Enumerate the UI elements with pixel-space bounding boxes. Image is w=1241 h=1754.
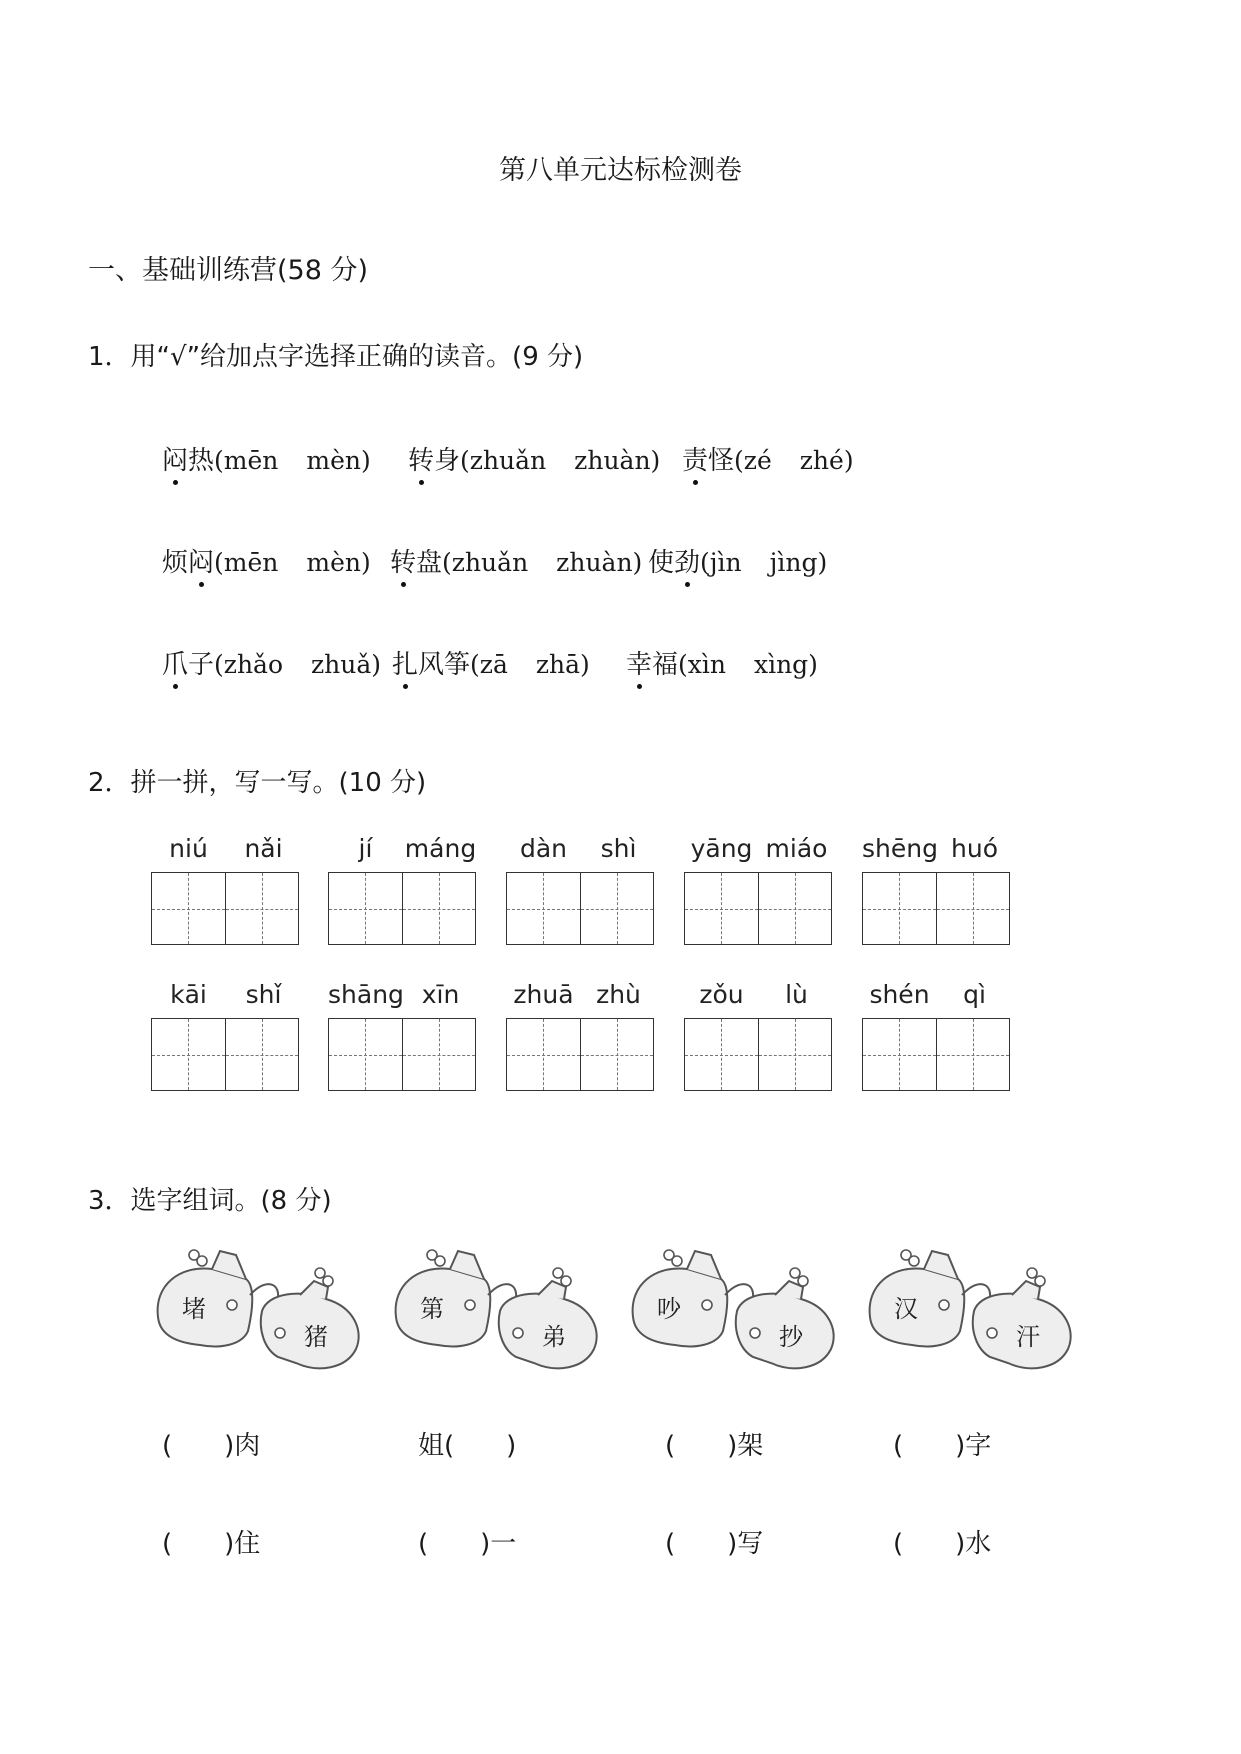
tianzige-grid[interactable] — [328, 872, 476, 945]
writing-cell[interactable] — [402, 1019, 476, 1090]
writing-cell[interactable] — [758, 873, 832, 944]
dotted-hanzi: 转 — [390, 548, 417, 578]
pinyin-choice-item — [626, 644, 818, 681]
tianzige-grid[interactable] — [862, 1018, 1010, 1091]
pinyin-label: shēng — [862, 834, 938, 863]
fill-in-blank[interactable]: ( )水 — [893, 1529, 992, 1559]
writing-cell[interactable] — [580, 1019, 654, 1090]
hanzi: 烦 — [162, 548, 189, 578]
choice-char: 弟 — [542, 1323, 566, 1351]
tianzige-grid[interactable] — [684, 872, 832, 945]
writing-cell[interactable] — [936, 1019, 1010, 1090]
choice-char: 吵 — [657, 1295, 681, 1323]
pinyin-option[interactable]: (jìn — [700, 548, 742, 577]
pinyin-option[interactable]: zhuǎ) — [311, 650, 382, 679]
pinyin-label: huó — [951, 834, 998, 863]
pinyin-label: zhuā — [513, 980, 574, 1009]
pinyin-option[interactable]: (mēn — [214, 548, 279, 577]
tianzige-grid[interactable] — [506, 1018, 654, 1091]
pinyin-option[interactable]: mèn) — [306, 446, 371, 475]
pinyin-label: shì — [600, 834, 637, 863]
mitten-pair-illustration — [862, 1245, 1082, 1375]
writing-cell[interactable] — [329, 873, 402, 944]
pinyin-choice-item — [648, 542, 827, 579]
pinyin-label: lù — [785, 980, 808, 1009]
pinyin-option[interactable]: zhé) — [799, 446, 854, 475]
pinyin-label: shén — [869, 980, 930, 1009]
pinyin-option[interactable]: xìng) — [753, 650, 818, 679]
hanzi: 热 — [188, 446, 215, 476]
dotted-hanzi: 爪 — [162, 650, 189, 680]
fill-in-blank[interactable]: ( )架 — [665, 1431, 764, 1461]
writing-cell[interactable] — [225, 873, 299, 944]
question-1-label: 1．用“√”给加点字选择正确的读音。(9 分) — [88, 342, 584, 372]
pinyin-option[interactable]: (xìn — [678, 650, 726, 679]
choice-char: 堵 — [182, 1295, 206, 1323]
question-3-label: 3．选字组词。(8 分) — [88, 1186, 332, 1216]
pinyin-choice-item — [162, 542, 371, 579]
writing-cell[interactable] — [402, 873, 476, 944]
pinyin-label: xīn — [421, 980, 460, 1009]
pinyin-option[interactable]: (zhuǎn — [442, 548, 529, 577]
pinyin-option[interactable]: (zhǎo — [214, 650, 284, 679]
writing-cell[interactable] — [863, 1019, 936, 1090]
pinyin-label: shāng — [328, 980, 404, 1009]
choice-char: 汗 — [1016, 1323, 1040, 1351]
hanzi: 风筝 — [418, 650, 471, 680]
pinyin-option[interactable]: zhuàn) — [556, 548, 643, 577]
fill-in-blank[interactable]: ( )一 — [418, 1529, 517, 1559]
hanzi: 怪 — [708, 446, 735, 476]
writing-cell[interactable] — [225, 1019, 299, 1090]
tianzige-grid[interactable] — [506, 872, 654, 945]
pinyin-option[interactable]: (zā — [470, 650, 508, 679]
tianzige-grid[interactable] — [328, 1018, 476, 1091]
pinyin-label: shǐ — [245, 980, 282, 1009]
pinyin-option[interactable]: (zhuǎn — [460, 446, 547, 475]
pinyin-label: zhù — [596, 980, 641, 1009]
hanzi: 福 — [652, 650, 679, 680]
fill-in-blank[interactable]: 姐( ) — [418, 1431, 517, 1461]
choice-char: 猪 — [304, 1323, 328, 1351]
writing-cell[interactable] — [580, 873, 654, 944]
pinyin-label: niú — [169, 834, 208, 863]
tianzige-grid[interactable] — [151, 872, 299, 945]
tianzige-grid[interactable] — [151, 1018, 299, 1091]
mitten-pair-illustration — [388, 1245, 608, 1375]
pinyin-option[interactable]: (mēn — [214, 446, 279, 475]
dotted-hanzi: 扎 — [392, 650, 419, 680]
dotted-hanzi: 闷 — [162, 446, 189, 476]
writing-cell[interactable] — [936, 873, 1010, 944]
pinyin-option[interactable]: mèn) — [306, 548, 371, 577]
dotted-hanzi: 闷 — [188, 548, 215, 578]
pinyin-choice-item — [162, 440, 371, 477]
pinyin-label: zǒu — [699, 980, 744, 1009]
hanzi: 子 — [188, 650, 215, 680]
pinyin-choice-item — [390, 542, 642, 579]
choice-char: 抄 — [779, 1323, 803, 1351]
pinyin-option[interactable]: (zé — [734, 446, 772, 475]
pinyin-label: nǎi — [244, 834, 283, 863]
pinyin-label: máng — [404, 834, 477, 863]
pinyin-label: qì — [963, 980, 986, 1009]
writing-cell[interactable] — [758, 1019, 832, 1090]
tianzige-grid[interactable] — [862, 872, 1010, 945]
pinyin-label: miáo — [765, 834, 828, 863]
writing-cell[interactable] — [507, 873, 580, 944]
mitten-pair-illustration — [625, 1245, 845, 1375]
hanzi: 身 — [434, 446, 461, 476]
writing-cell[interactable] — [685, 1019, 758, 1090]
writing-cell[interactable] — [507, 1019, 580, 1090]
section-heading: 一、基础训练营(58 分) — [88, 255, 369, 286]
pinyin-option[interactable]: jìng) — [769, 548, 828, 577]
pinyin-label: dàn — [519, 834, 568, 863]
tianzige-grid[interactable] — [684, 1018, 832, 1091]
pinyin-option[interactable]: zhā) — [535, 650, 590, 679]
dotted-hanzi: 转 — [408, 446, 435, 476]
fill-in-blank[interactable]: ( )写 — [665, 1529, 764, 1559]
pinyin-label: kāi — [170, 980, 207, 1009]
writing-cell[interactable] — [329, 1019, 402, 1090]
page-title: 第八单元达标检测卷 — [499, 155, 742, 186]
pinyin-label: yāng — [690, 834, 753, 863]
fill-in-blank[interactable]: ( )字 — [893, 1431, 992, 1461]
fill-in-blank[interactable]: ( )肉 — [162, 1431, 261, 1461]
mitten-pair-illustration — [150, 1245, 370, 1375]
hanzi: 盘 — [416, 548, 443, 578]
pinyin-choice-item — [162, 644, 381, 681]
writing-cell[interactable] — [863, 873, 936, 944]
hanzi: 使 — [648, 548, 675, 578]
fill-in-blank[interactable]: ( )住 — [162, 1529, 261, 1559]
pinyin-label: jí — [358, 834, 373, 863]
pinyin-choice-item — [682, 440, 854, 477]
choice-char: 第 — [420, 1295, 444, 1323]
dotted-hanzi: 幸 — [626, 650, 653, 680]
dotted-hanzi: 责 — [682, 446, 709, 476]
writing-cell[interactable] — [152, 1019, 225, 1090]
writing-cell[interactable] — [685, 873, 758, 944]
choice-char: 汉 — [894, 1295, 918, 1323]
pinyin-choice-item — [392, 644, 590, 681]
writing-cell[interactable] — [152, 873, 225, 944]
dotted-hanzi: 劲 — [674, 548, 701, 578]
pinyin-option[interactable]: zhuàn) — [574, 446, 661, 475]
question-2-label: 2．拼一拼，写一写。(10 分) — [88, 768, 427, 798]
pinyin-choice-item — [408, 440, 660, 477]
